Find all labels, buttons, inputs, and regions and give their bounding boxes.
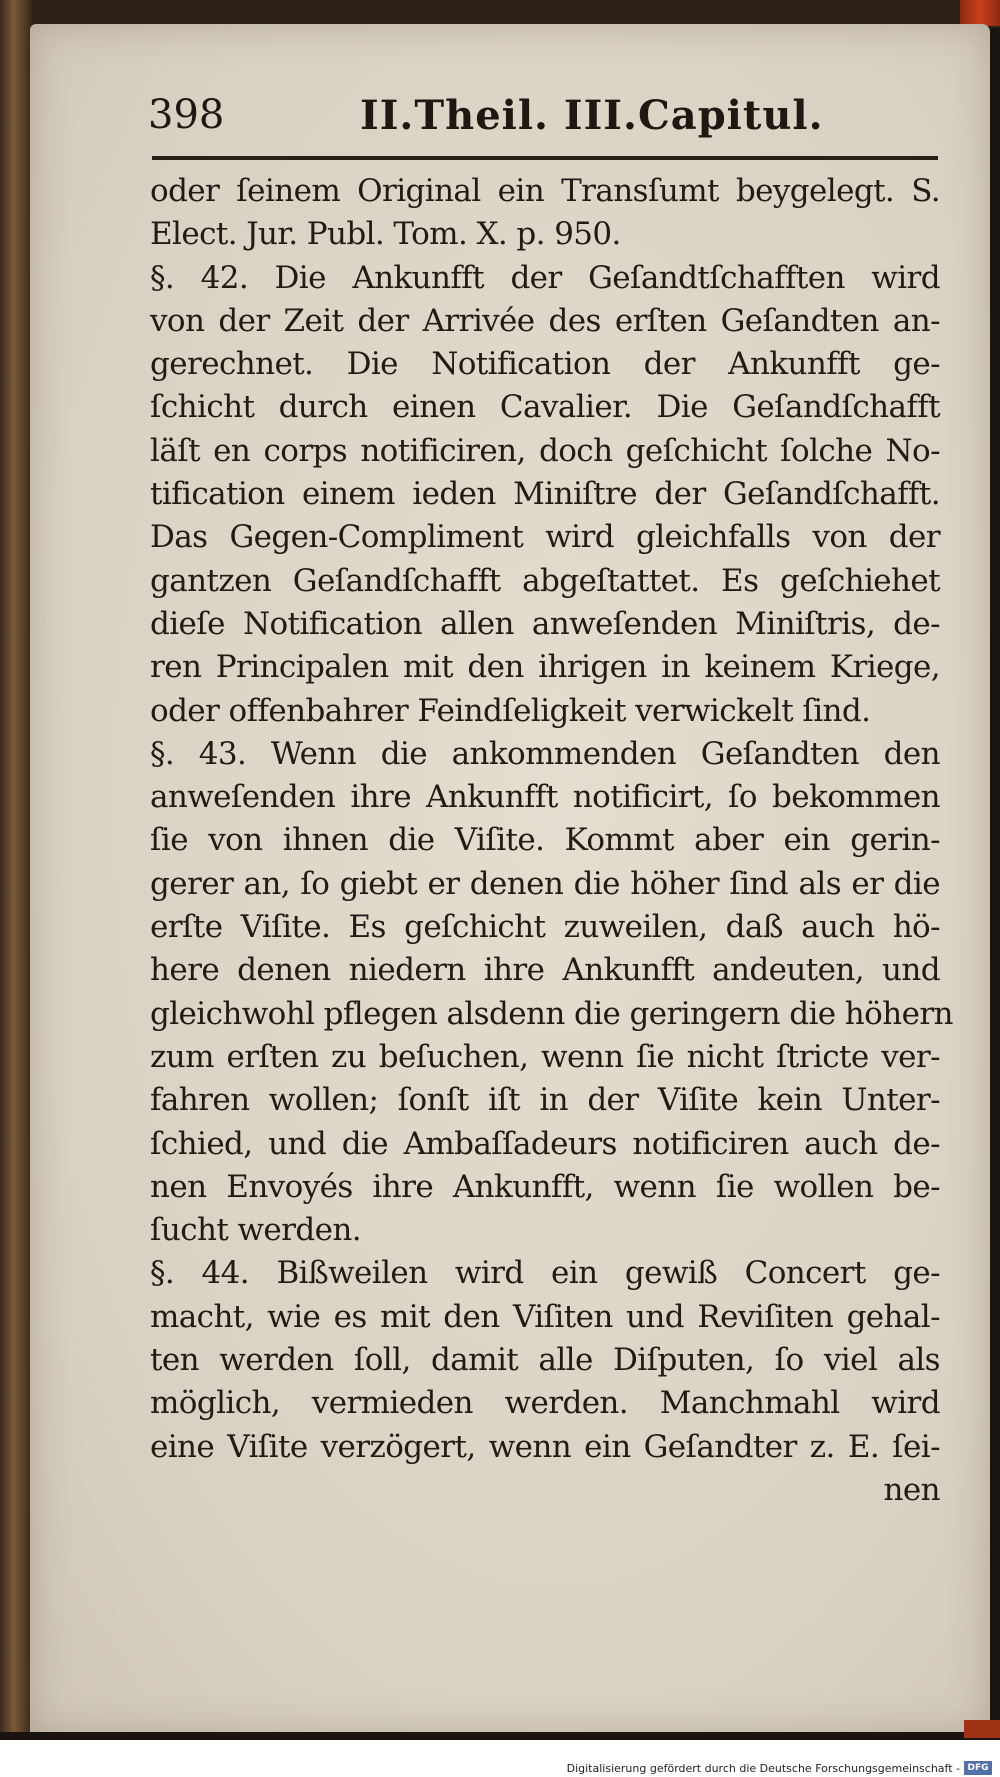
page-number: 398 bbox=[148, 92, 225, 138]
text-line: von der Zeit der Arrivée des erſten Geſandten an- bbox=[150, 302, 940, 339]
catchword: nen bbox=[883, 1471, 940, 1508]
text-line: ſucht werden. bbox=[150, 1212, 361, 1249]
digitization-credit: Digitalisierung gefördert durch die Deutsche Forschungsgemeinschaft - bbox=[566, 1762, 960, 1775]
text-line: tification einem ieden Miniſtre der Geſandſchafft. bbox=[150, 476, 940, 513]
text-line: Elect. Jur. Publ. Tom. X. p. 950. bbox=[150, 216, 621, 253]
text-line: erſte Viſite. Es geſchicht zuweilen, daß auch hö- bbox=[150, 909, 940, 946]
running-head: II.Theil. III.Capitul. bbox=[360, 92, 824, 139]
text-line: ſchied, und die Ambaſſadeurs notificiren auch de- bbox=[150, 1125, 940, 1162]
text-line: oder offenbahrer Feindſeligkeit verwickelt ſind. bbox=[150, 692, 871, 729]
dfg-logo: DFG bbox=[964, 1761, 992, 1775]
text-line: ſchicht durch einen Cavalier. Die Geſandſchafft bbox=[150, 389, 940, 426]
text-line: nen Envoyés ihre Ankunfft, wenn ſie wollen be- bbox=[150, 1168, 940, 1205]
text-line: §. 42. Die Ankunfft der Geſandtſchafften wird bbox=[150, 259, 940, 296]
page-header bbox=[148, 92, 948, 142]
text-line: fahren wollen; ſonſt iſt in der Viſite kein Unter- bbox=[150, 1082, 940, 1119]
text-line: zum erſten zu beſuchen, wenn ſie nicht ſtricte ver- bbox=[150, 1038, 940, 1075]
text-line: oder ſeinem Original ein Transſumt beygelegt. S. bbox=[150, 173, 940, 209]
text-line: ren Principalen mit den ihrigen in keinem Kriege, bbox=[150, 649, 940, 686]
text-line: Das Gegen-Compliment wird gleichfalls von der bbox=[150, 519, 940, 556]
text-line: macht, wie es mit den Viſiten und Reviſiten gehal- bbox=[150, 1298, 940, 1335]
text-line: möglich, vermieden werden. Manchmahl wird bbox=[150, 1385, 940, 1422]
text-line: eine Viſite verzögert, wenn ein Geſandter z. E. ſei- bbox=[150, 1428, 940, 1465]
text-line: gerer an, ſo giebt er denen die höher ſind als er die bbox=[150, 865, 940, 902]
text-line: läſt en corps notificiren, doch geſchicht ſolche No- bbox=[150, 432, 940, 469]
header-rule bbox=[152, 156, 938, 160]
text-line: ten werden ſoll, damit alle Diſputen, ſo viel als bbox=[150, 1342, 940, 1379]
text-line: §. 44. Bißweilen wird ein gewiß Concert ge- bbox=[150, 1255, 940, 1292]
body-text bbox=[150, 170, 953, 1512]
red-bookmark-tab bbox=[960, 0, 1000, 26]
text-line: dieſe Notification allen anweſenden Miniſtris, de- bbox=[150, 605, 940, 642]
text-line: gleichwohl pflegen alsdenn die geringern die höhern bbox=[150, 995, 953, 1032]
text-line: anweſenden ihre Ankunfft notificirt, ſo bekommen bbox=[150, 779, 940, 816]
text-line: §. 43. Wenn die ankommenden Geſandten den bbox=[150, 735, 940, 772]
text-line: gantzen Geſandſchafft abgeſtattet. Es geſchiehet bbox=[150, 562, 940, 599]
text-line: here denen niedern ihre Ankunfft andeuten, und bbox=[150, 952, 940, 989]
text-line: ſie von ihnen die Viſite. Kommt aber ein gerin- bbox=[150, 822, 940, 859]
book-spine bbox=[0, 0, 34, 1777]
text-line: gerechnet. Die Notification der Ankunfft ge- bbox=[150, 346, 940, 383]
red-bookmark-tab-bottom bbox=[964, 1720, 1000, 1738]
